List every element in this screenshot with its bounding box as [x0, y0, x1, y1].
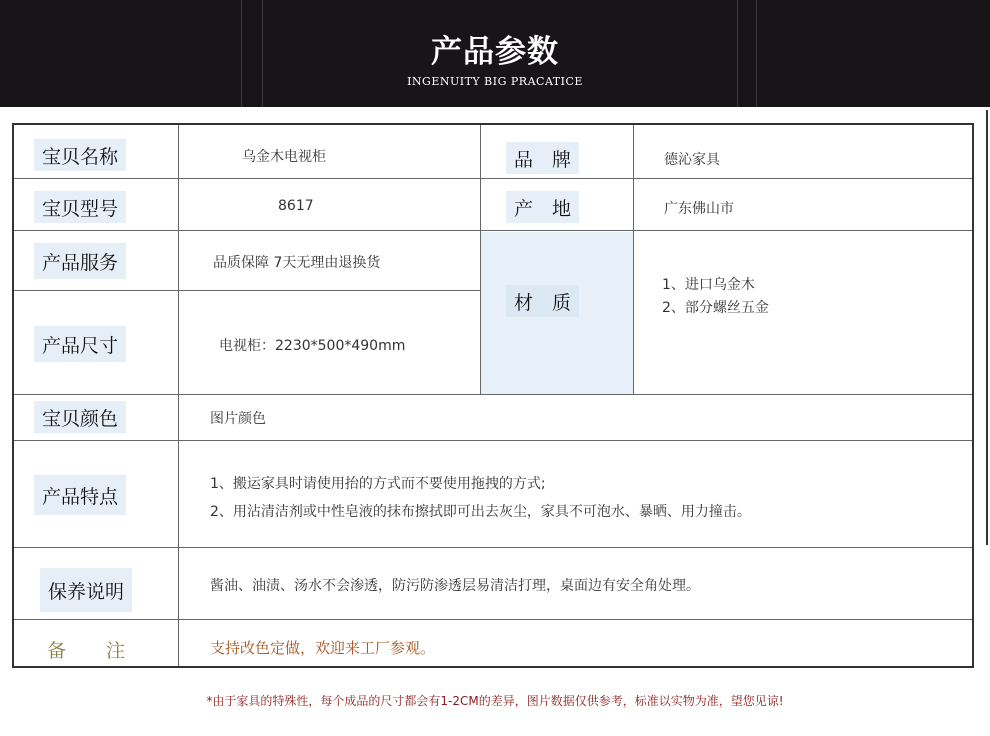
row-divider	[14, 230, 972, 231]
column-divider	[178, 125, 179, 666]
value-model: 8617	[278, 198, 314, 214]
label-brand: 品 牌	[506, 142, 579, 174]
label-origin: 产 地	[506, 191, 579, 223]
column-divider	[633, 125, 634, 394]
edge-line	[986, 110, 988, 545]
page-subtitle: INGENUITY BIG PRACATICE	[407, 75, 583, 88]
label-model: 宝贝型号	[34, 191, 126, 223]
spec-table	[12, 123, 974, 668]
label-size: 产品尺寸	[34, 326, 126, 362]
row-divider	[14, 290, 480, 291]
header-banner	[0, 0, 990, 107]
label-service: 产品服务	[34, 243, 126, 279]
value-name: 乌金木电视柜	[242, 149, 326, 165]
value-brand: 德沁家具	[664, 152, 720, 168]
label-note: 备注	[47, 640, 166, 662]
value-origin: 广东佛山市	[664, 201, 734, 217]
label-care: 保养说明	[40, 568, 132, 612]
value-features-2: 2、用沾清洁剂或中性皂液的抹布擦拭即可出去灰尘，家具不可泡水、暴晒、用力撞击。	[210, 504, 751, 520]
value-material-1: 1、进口乌金木	[662, 277, 755, 293]
value-note: 支持改色定做，欢迎来工厂参观。	[210, 639, 436, 657]
row-divider	[14, 440, 972, 441]
page-title: 产品参数	[431, 34, 559, 70]
column-divider	[480, 125, 481, 394]
label-color: 宝贝颜色	[34, 401, 126, 433]
row-divider	[14, 619, 972, 620]
label-features: 产品特点	[34, 475, 126, 515]
label-name: 宝贝名称	[34, 139, 126, 171]
footer-disclaimer: *由于家具的特殊性，每个成品的尺寸都会有1-2CM的差异，图片数据仅供参考，标准以实物为准，望您见谅!	[206, 694, 784, 708]
label-material: 材 质	[506, 285, 579, 317]
row-divider	[14, 547, 972, 548]
value-care: 酱油、油渍、汤水不会渗透，防污防渗透层易清洁打理，桌面边有安全角处理。	[210, 578, 700, 594]
value-material-2: 2、部分螺丝五金	[662, 300, 769, 316]
row-divider	[14, 178, 972, 179]
value-features-1: 1、搬运家具时请使用抬的方式而不要使用拖拽的方式;	[210, 476, 546, 492]
value-size: 电视柜：2230*500*490mm	[219, 338, 406, 354]
value-color: 图片颜色	[210, 411, 266, 427]
row-divider	[14, 394, 972, 395]
value-service: 品质保障 7天无理由退换货	[213, 255, 381, 271]
